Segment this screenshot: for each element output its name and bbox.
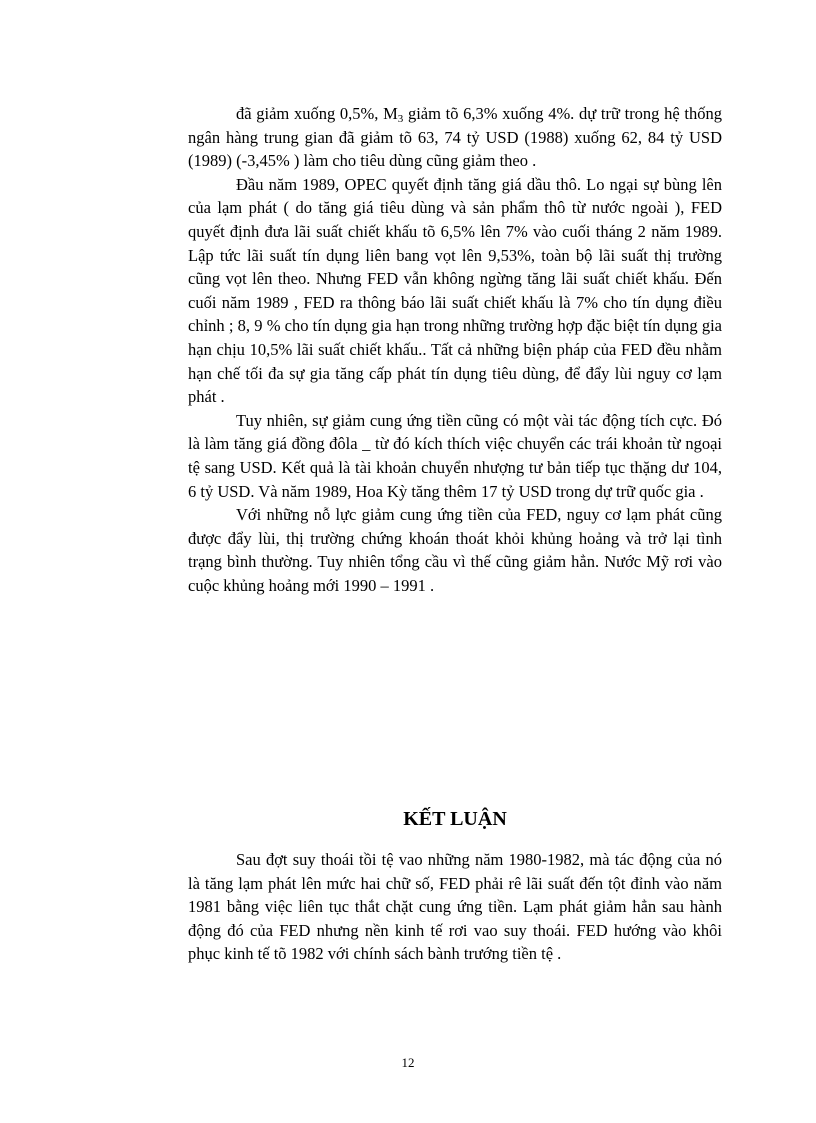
section-heading-conclusion: KẾT LUẬN bbox=[403, 808, 507, 830]
body-section-1 bbox=[188, 102, 722, 597]
paragraph-4: Với những nỗ lực giảm cung ứng tiền của FED, nguy cơ lạm phát cũng được đẩy lùi, thị trường chứng khoán thoát khỏi khủng hoảng và trở lại tình trạng bình thường. Tuy nhiên tổng cầu vì thế cũng giảm hẳn. Nước Mỹ rơi vào cuộc khủng hoảng mới 1990 – 1991 . bbox=[188, 505, 722, 595]
paragraph-2: Đầu năm 1989, OPEC quyết định tăng giá dầu thô. Lo ngại sự bùng lên của lạm phát ( do tăng giá tiêu dùng và sản phẩm thô từ nước ngoài ), FED quyết định đưa lãi suất chiết khấu tõ 6,5% lên 7% vào cuối tháng 2 năm 1989. Lập tức lãi suất tín dụng liên bang vọt lên 9,53%, toàn bộ lãi suất thị trường cũng vọt lên theo. Nhưng FED vẫn không ngừng tăng lãi suất chiết khấu. Đến cuối năm 1989 , FED ra thông báo lãi suất chiết khấu là 7% cho tín dụng điều chỉnh ; 8, 9 % cho tín dụng gia hạn trong những trường hợp đặc biệt tín dụng gia hạn chịu 10,5% lãi suất chiết khấu.. Tất cả những biện pháp của FED đều nhằm hạn chế tối đa sự gia tăng cấp phát tín dụng tiêu dùng, để đẩy lùi nguy cơ lạm phát . bbox=[188, 174, 722, 407]
subscript-3: 3 bbox=[397, 113, 404, 125]
paragraph-3: Tuy nhiên, sự giảm cung ứng tiền cũng có một vài tác động tích cực. Đó là làm tăng giá đồng đôla _ từ đó kích thích việc chuyển các trái khoản từ ngoại tệ sang USD. Kết quả là tài khoản chuyển nhượng tư bản tiếp tục thặng dư 104, 6 tỷ USD. Và năm 1989, Hoa Kỳ tăng thêm 17 tỷ USD trong dự trữ quốc gia . bbox=[188, 410, 722, 501]
paragraph-1-text-b: giảm tõ 6,3% xuống 4%. dự trữ trong hệ thống ngân hàng trung gian đã giảm tõ 63, 74 tỷ USD (1988) xuống 62, 84 tỷ USD (1989) (-3,45% ) làm cho tiêu dùng cũng giảm theo . bbox=[188, 104, 722, 171]
paragraph-1 bbox=[188, 102, 722, 173]
paragraph-5: Sau đợt suy thoái tồi tệ vao những năm 1980-1982, mà tác động của nó là tăng lạm phát lên mức hai chữ số, FED phải rê lãi suất đến tột đỉnh vào năm 1981 bằng việc liên tục thắt chặt cung ứng tiền. Lạm phát giảm hẳn sau hành động đó của FED nhưng nền kinh tế rơi vao suy thoái. FED hướng vào khôi phục kinh tế tõ 1982 với chính sách bành trướng tiền tệ . bbox=[188, 850, 722, 964]
body-section-2 bbox=[188, 848, 722, 966]
page-number: 12 bbox=[401, 1055, 415, 1070]
paragraph-1-text-a: đã giảm xuống 0,5%, M bbox=[236, 104, 398, 123]
